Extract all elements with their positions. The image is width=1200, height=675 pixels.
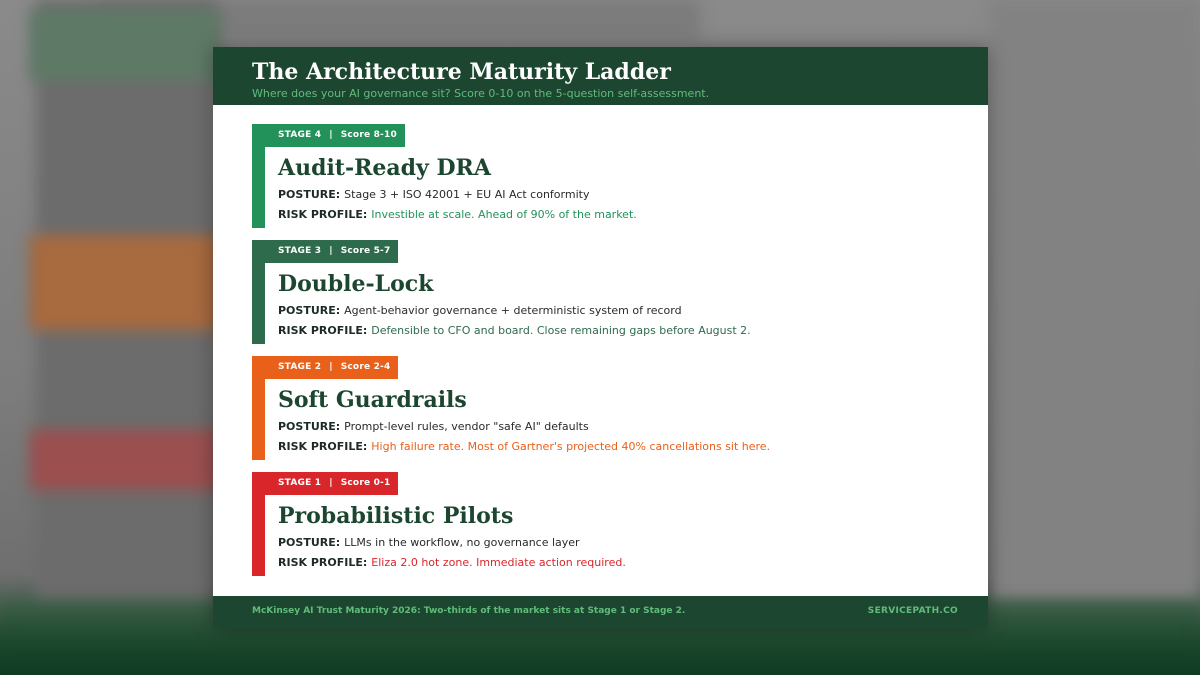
stage-3-risk (278, 324, 751, 337)
page-subtitle: Where does your AI governance sit? Score 0-10 on the 5-question self-assessment. (252, 87, 710, 100)
maturity-ladder-card (213, 47, 988, 628)
stage-2-score: Score 2-4 (340, 362, 391, 372)
posture-label: POSTURE: (278, 536, 341, 549)
stage-1-block (252, 472, 952, 576)
stage-1-label: STAGE 1 (278, 478, 322, 488)
stage-2-block (252, 356, 952, 460)
stage-2-tag (252, 356, 398, 379)
stage-2-name: Soft Guardrails (278, 387, 467, 413)
backdrop-orange-band (30, 235, 220, 330)
stage-2-risk-value: High failure rate. Most of Gartner's projected 40% cancellations sit here. (371, 440, 771, 453)
posture-label: POSTURE: (278, 420, 341, 433)
stage-1-posture (278, 536, 580, 549)
stage-1-risk-value: Eliza 2.0 hot zone. Immediate action required. (371, 556, 626, 569)
stage-3-tag (252, 240, 398, 263)
risk-label: RISK PROFILE: (278, 208, 368, 221)
stage-1-tag (252, 472, 398, 495)
stage-4-name: Audit-Ready DRA (278, 155, 491, 181)
stage-4-posture-value: Stage 3 + ISO 42001 + EU AI Act conformity (344, 188, 590, 201)
tag-separator: | (329, 130, 333, 140)
risk-label: RISK PROFILE: (278, 440, 368, 453)
stage-3-label: STAGE 3 (278, 246, 322, 256)
stage-1-posture-value: LLMs in the workflow, no governance layer (344, 536, 580, 549)
risk-label: RISK PROFILE: (278, 324, 368, 337)
stage-4-risk-value: Investible at scale. Ahead of 90% of the market. (371, 208, 637, 221)
posture-label: POSTURE: (278, 188, 341, 201)
card-footer (213, 596, 988, 628)
backdrop-green-band (30, 10, 220, 80)
stage-3-posture (278, 304, 682, 317)
stage-2-label: STAGE 2 (278, 362, 322, 372)
stage-2-posture (278, 420, 589, 433)
risk-label: RISK PROFILE: (278, 556, 368, 569)
stage-3-risk-value: Defensible to CFO and board. Close remaining gaps before August 2. (371, 324, 751, 337)
card-header (213, 47, 988, 105)
footer-note: McKinsey AI Trust Maturity 2026: Two-thirds of the market sits at Stage 1 or Stage 2. (252, 606, 686, 616)
tag-separator: | (329, 246, 333, 256)
stage-1-score: Score 0-1 (340, 478, 391, 488)
backdrop-right (990, 0, 1200, 600)
stage-4-risk (278, 208, 637, 221)
page-title: The Architecture Maturity Ladder (252, 59, 671, 85)
footer-brand: SERVICEPATH.CO (867, 606, 958, 616)
stage-4-posture (278, 188, 589, 201)
tag-separator: | (329, 478, 333, 488)
tag-separator: | (329, 362, 333, 372)
posture-label: POSTURE: (278, 304, 341, 317)
stage-4-block (252, 124, 952, 228)
stage-1-name: Probabilistic Pilots (278, 503, 514, 529)
stage-1-risk (278, 556, 626, 569)
stage-3-score: Score 5-7 (340, 246, 391, 256)
stage-3-name: Double-Lock (278, 271, 434, 297)
stage-3-block (252, 240, 952, 344)
stage-4-label: STAGE 4 (278, 130, 322, 140)
stage-3-posture-value: Agent-behavior governance + deterministic system of record (344, 304, 682, 317)
stage-4-score: Score 8-10 (340, 130, 397, 140)
stage-2-posture-value: Prompt-level rules, vendor "safe AI" defaults (344, 420, 589, 433)
stage-2-risk (278, 440, 770, 453)
stage-4-tag (252, 124, 405, 147)
backdrop-red-band (30, 430, 220, 490)
